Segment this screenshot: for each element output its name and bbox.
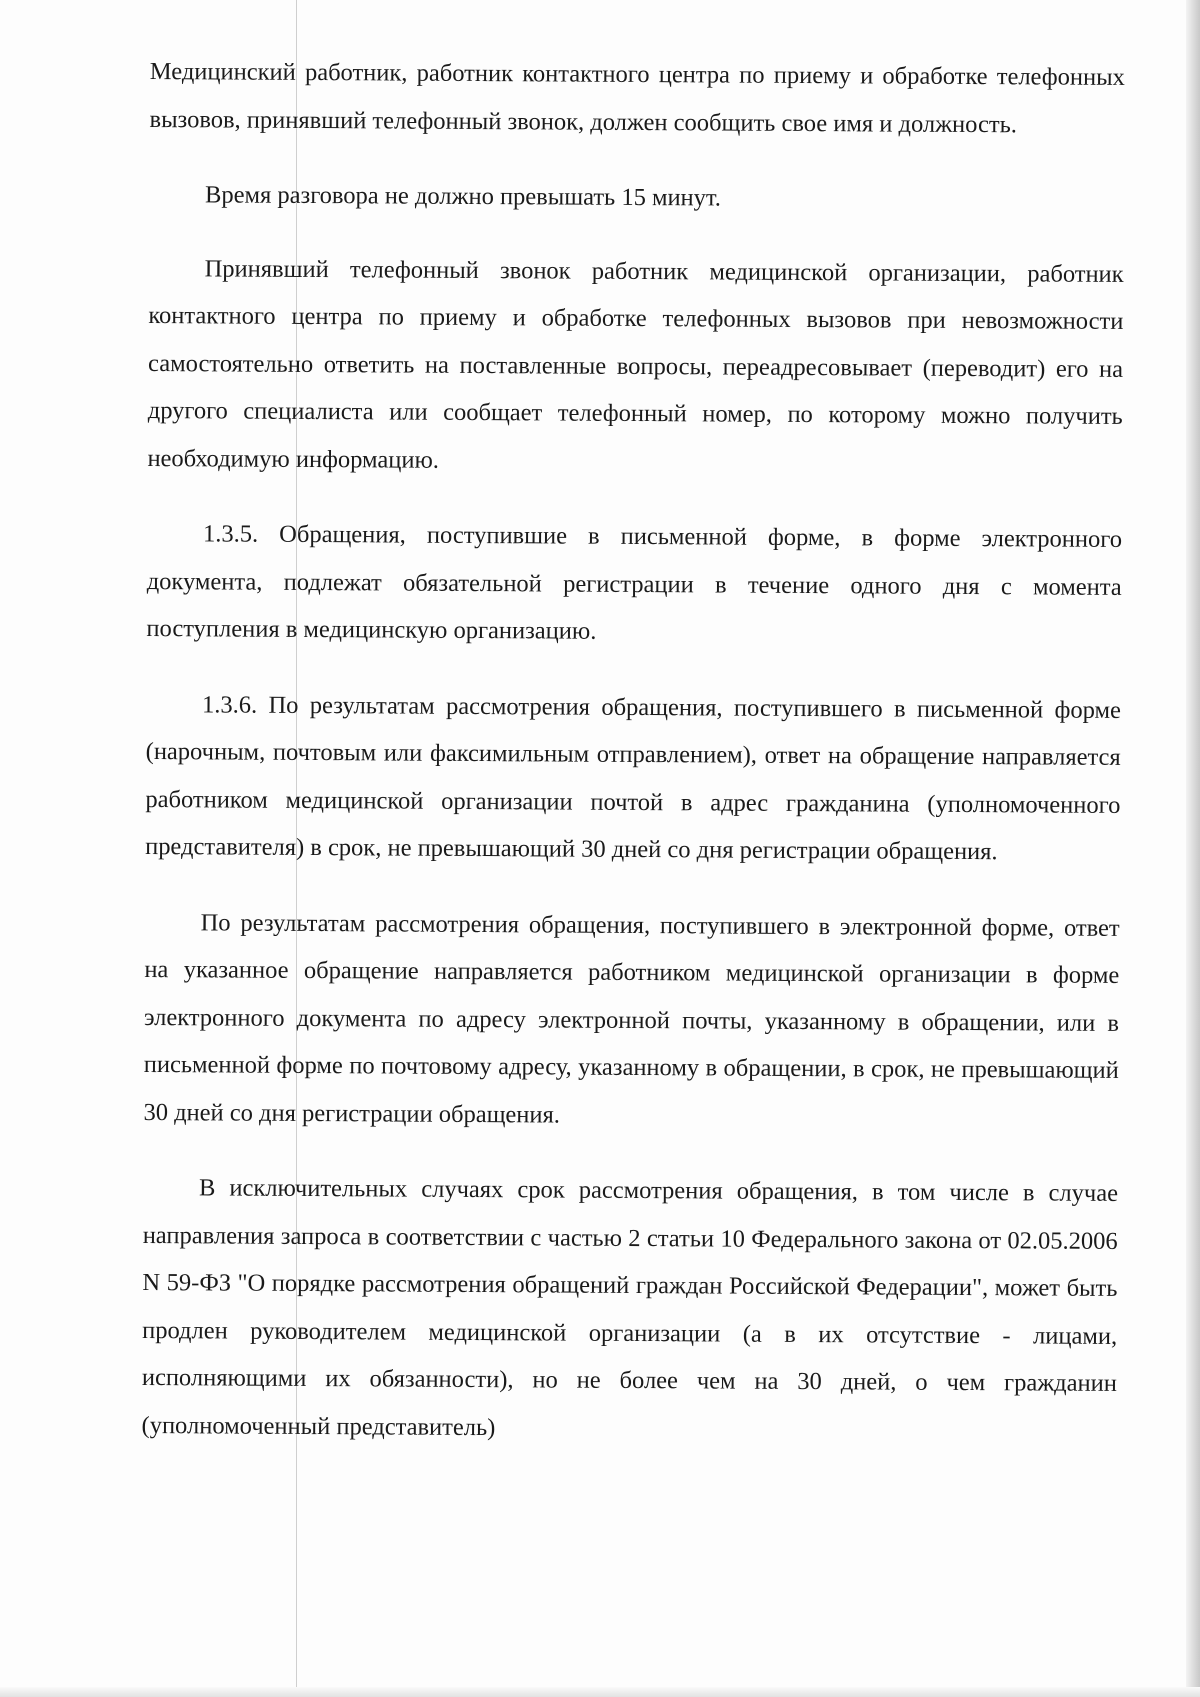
paragraph-electronic-response: По результатам рассмотрения обращения, поступившего в электронной форме, ответ на указанное обращение направляется работником медицинской организации в форме электронного документа по адресу электронной почты, указанному в обращении, или в письменной форме по почтовому адресу, указанному в обращении, в срок, не превышающий 30 дней со дня регистрации обращения. bbox=[143, 908, 1120, 1129]
document-body bbox=[141, 48, 1125, 1483]
paragraph-call-duration: Время разговора не должно превышать 15 минут. bbox=[205, 181, 722, 212]
scan-edge-bottom bbox=[0, 1687, 1200, 1697]
paragraph-extension-cases: В исключительных случаях срок рассмотрения обращения, в том числе в случае направления запроса в соответствии с частью 2 статьи 10 Федерального закона от 02.05.2006 N 59-ФЗ "О порядке рассмотрения обращений граждан Российской Федерации", может быть продлен руководителем медицинской организации (а в их отсутствие - лицами, исполняющими их обязанности), но не более чем на 30 дней, о чем гражданин (уполномоченный представитель) bbox=[141, 1174, 1119, 1441]
paragraph-clause-1-3-6: 1.3.6. По результатам рассмотрения обращения, поступившего в письменной форме (нарочным, почтовым или факсимильным отправлением), ответ на обращение направляется работником медицинской организации почтой в адрес гражданина (уполномоченного представителя) в срок, не превышающий 30 дней со дня регистрации обращения. bbox=[145, 690, 1122, 866]
paragraph-call-redirect: Принявший телефонный звонок работник медицинской организации, работник контактного центра по приему и обработке телефонных вызовов при невозможности самостоятельно ответить на поставленные вопросы, переадресовывает (переводит) его на другого специалиста или сообщает телефонный номер, по которому можно получить необходимую информацию. bbox=[147, 254, 1124, 474]
paragraph-clause-1-3-5: 1.3.5. Обращения, поступившие в письменной форме, в форме электронного документа, подлежат обязательной регистрации в течение одного дня с момента поступления в медицинскую организацию. bbox=[146, 520, 1123, 645]
scan-edge-right bbox=[1186, 0, 1200, 1697]
paragraph-operator-intro: Медицинский работник, работник контактного центра по приему и обработке телефонных вызовов, принявший телефонный звонок, должен сообщить свое имя и должность. bbox=[149, 57, 1125, 138]
